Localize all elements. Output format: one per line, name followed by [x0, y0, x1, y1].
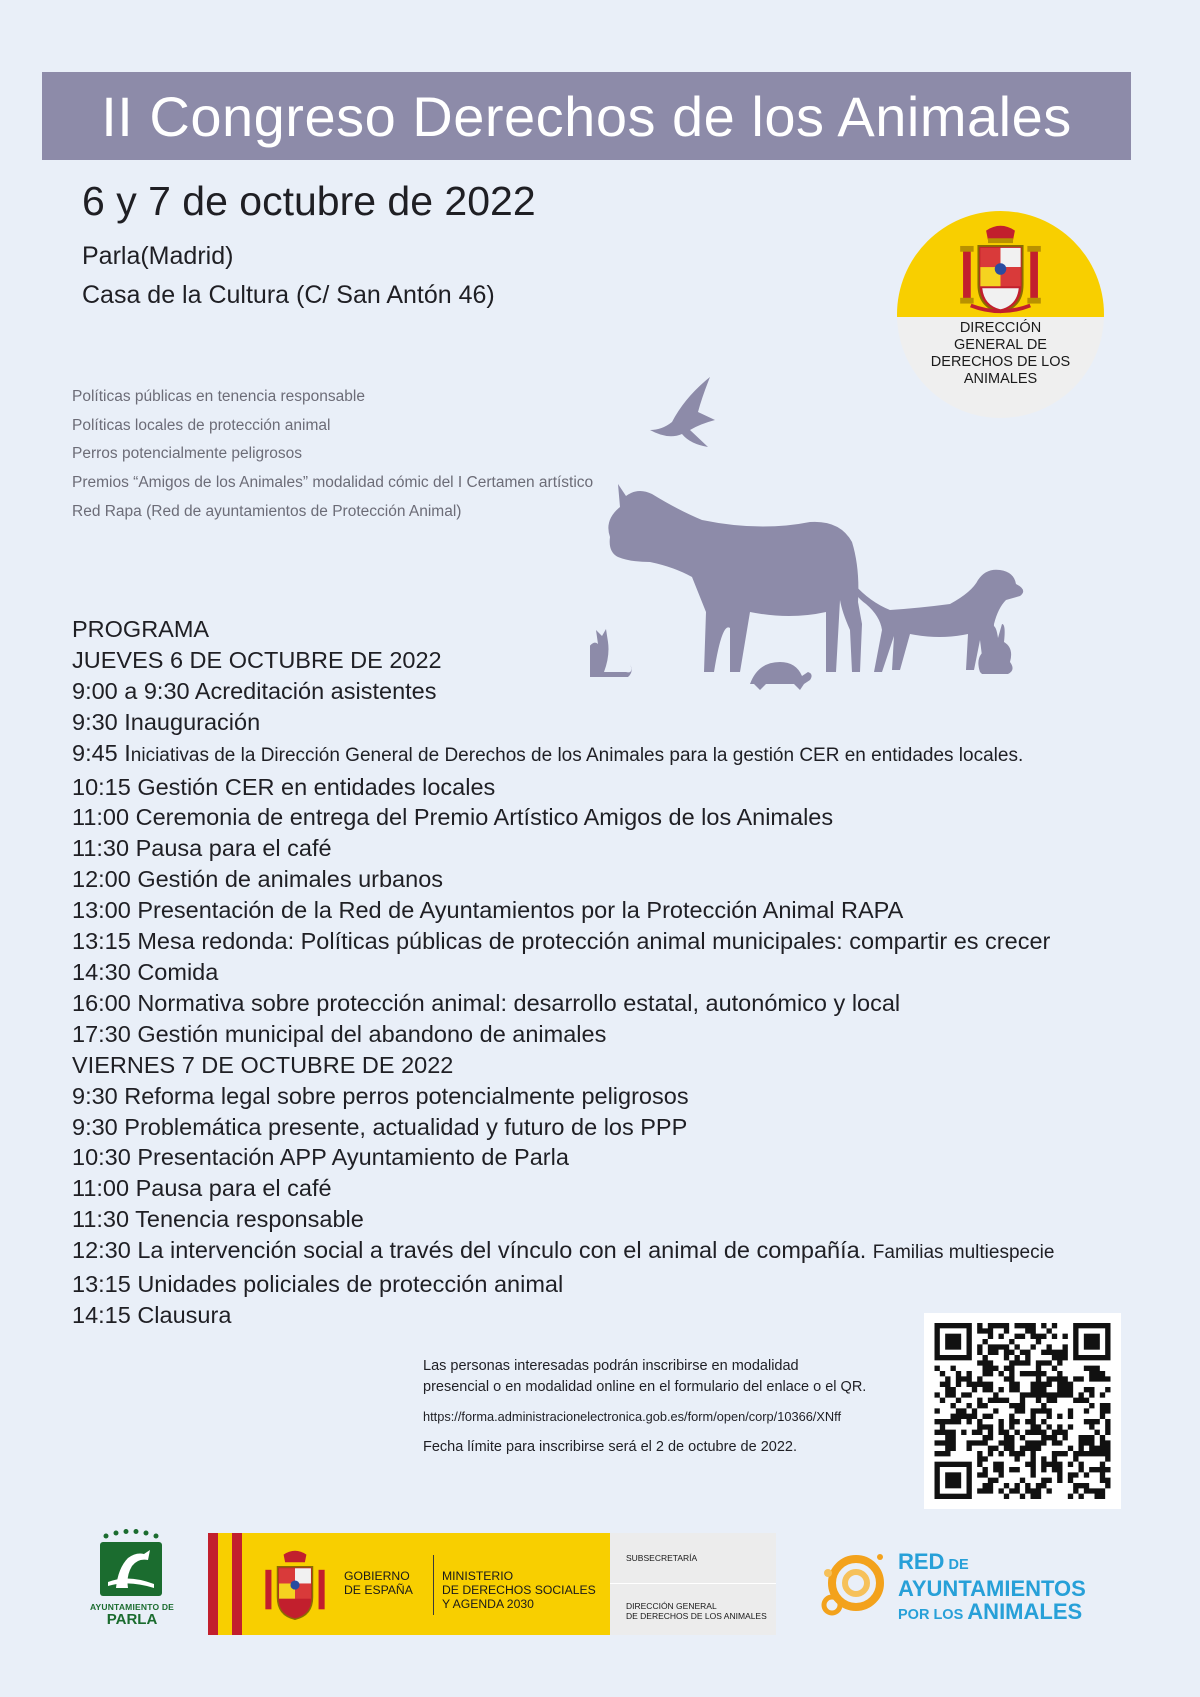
- qr-code[interactable]: [924, 1313, 1121, 1509]
- schedule-item: 11:00 Ceremonia de entrega del Premio Artístico Amigos de los Animales: [72, 804, 834, 831]
- schedule-item: 17:30 Gestión municipal del abandono de animales: [72, 1020, 607, 1047]
- schedule-item: [72, 1235, 1054, 1269]
- schedule-item: 11:30 Pausa para el café: [72, 835, 332, 862]
- program-schedule: [72, 614, 1054, 1331]
- government-logo-strip: [208, 1533, 776, 1635]
- rapa-logo-text: [898, 1550, 1086, 1627]
- schedule-item-start: 9:45 I: [72, 739, 131, 766]
- schedule-item: 9:30 Reforma legal sobre perros potencialmente peligrosos: [72, 1082, 689, 1109]
- schedule-item: 10:30 Presentación APP Ayuntamiento de Parla: [72, 1144, 569, 1171]
- schedule-item: 14:30 Comida: [72, 958, 219, 985]
- direccion-line-2: DE DERECHOS DE LOS ANIMALES: [626, 1611, 767, 1621]
- topic-item: Red Rapa (Red de ayuntamientos de Protección Animal): [72, 502, 462, 520]
- title-banner: [42, 72, 1131, 160]
- registration-info: [423, 1356, 866, 1458]
- rapa-word-de: DE: [944, 1557, 969, 1573]
- gobierno-line-2: DE ESPAÑA: [344, 1583, 413, 1597]
- gobierno-label: [344, 1569, 413, 1597]
- program-title: PROGRAMA: [72, 616, 210, 642]
- schedule-item-tail: Familias multiespecie: [872, 1242, 1055, 1264]
- registration-deadline: Fecha límite para inscribirse será el 2 de octubre de 2022.: [423, 1439, 797, 1455]
- topic-item: Políticas locales de protección animal: [72, 416, 331, 434]
- eagle-icon: [650, 377, 715, 447]
- rapa-word-animales: ANIMALES: [967, 1599, 1083, 1624]
- ministerio-line-1: MINISTERIO: [442, 1569, 514, 1583]
- registration-line-1: Las personas interesadas podrán inscribirse en modalidad: [423, 1358, 799, 1374]
- day1-heading: JUEVES 6 DE OCTUBRE DE 2022: [72, 646, 442, 673]
- seal-line-3: DERECHOS DE LOS: [930, 354, 1071, 370]
- direccion-line-1: DIRECCIÓN GENERAL: [626, 1601, 717, 1611]
- schedule-item: 9:30 Problemática presente, actualidad y futuro de los PPP: [72, 1113, 688, 1140]
- parla-logo-bottom: PARLA: [106, 1611, 158, 1628]
- spain-flag-icon: [208, 1533, 242, 1635]
- rapa-word-red: RED: [898, 1549, 945, 1574]
- day2-heading: VIERNES 7 DE OCTUBRE DE 2022: [72, 1051, 454, 1078]
- subsecretaria-label: SUBSECRETARÍA: [626, 1553, 698, 1563]
- schedule-item: 9:30 Inauguración: [72, 708, 261, 735]
- seal-line-2: GENERAL DE: [954, 337, 1047, 353]
- schedule-item: 12:00 Gestión de animales urbanos: [72, 866, 444, 893]
- schedule-item: 13:15 Mesa redonda: Políticas públicas de protección animal municipales: compartir es crecer: [72, 928, 1051, 955]
- parla-logo-top: AYUNTAMIENTO DE: [89, 1602, 175, 1612]
- schedule-item: 10:15 Gestión CER en entidades locales: [72, 773, 496, 800]
- divider: [610, 1583, 776, 1584]
- registration-link[interactable]: https://forma.administracionelectronica.gob.es/form/open/corp/10366/XNff: [423, 1409, 842, 1424]
- rapa-swirl-icon: [818, 1543, 898, 1625]
- registration-line-2: presencial o en modalidad online en el formulario del enlace o el QR.: [423, 1379, 867, 1395]
- rapa-word-ayuntamientos: AYUNTAMIENTOS: [898, 1576, 1086, 1601]
- topic-item: Políticas públicas en tenencia responsable: [72, 388, 365, 405]
- seal-line-1: DIRECCIÓN: [959, 320, 1042, 336]
- direccion-label: [626, 1601, 767, 1621]
- ministerio-label: [442, 1569, 596, 1611]
- schedule-item: 9:00 a 9:30 Acreditación asistentes: [72, 677, 437, 704]
- page-title: II Congreso Derechos de los Animales: [101, 84, 1072, 148]
- event-city: Parla(Madrid): [82, 242, 234, 270]
- rapa-word-por-los: POR LOS: [898, 1607, 968, 1623]
- topics-list: [72, 388, 593, 531]
- event-venue: Casa de la Cultura (C/ San Antón 46): [82, 281, 495, 309]
- event-dates: 6 y 7 de octubre de 2022: [82, 178, 536, 224]
- seal-line-4: ANIMALES: [963, 371, 1038, 387]
- parla-logo-text: [88, 1602, 176, 1627]
- topic-item: Perros potencialmente peligrosos: [72, 445, 303, 463]
- divider: [433, 1555, 434, 1615]
- schedule-item: 13:15 Unidades policiales de protección animal: [72, 1271, 564, 1298]
- gobierno-line-1: GOBIERNO: [344, 1569, 410, 1583]
- topic-item: Premios “Amigos de los Animales” modalidad cómic del I Certamen artístico: [72, 474, 594, 492]
- schedule-item: 14:15 Clausura: [72, 1301, 232, 1328]
- schedule-item: 13:00 Presentación de la Red de Ayuntamientos por la Protección Animal RAPA: [72, 897, 904, 924]
- schedule-item: [72, 738, 1054, 772]
- schedule-item: 16:00 Normativa sobre protección animal: desarrollo estatal, autonómico y local: [72, 989, 901, 1016]
- schedule-item-rest: niciativas de la Dirección General de Derechos de los Animales para la gestión CER en entidades locales.: [130, 744, 1024, 766]
- ministerio-line-3: Y AGENDA 2030: [442, 1597, 534, 1611]
- subsecretaria-panel: [610, 1533, 776, 1635]
- coat-of-arms-icon: [260, 1547, 330, 1623]
- schedule-item: 11:00 Pausa para el café: [72, 1175, 332, 1202]
- schedule-item: 11:30 Tenencia responsable: [72, 1206, 364, 1233]
- qr-code-icon: [934, 1323, 1111, 1499]
- schedule-item-main: 12:30 La intervención social a través del vínculo con el animal de compañía.: [72, 1237, 873, 1264]
- rapa-logo: [818, 1543, 1088, 1625]
- coat-of-arms-icon: [957, 221, 1044, 317]
- ministerio-line-2: DE DERECHOS SOCIALES: [442, 1583, 596, 1597]
